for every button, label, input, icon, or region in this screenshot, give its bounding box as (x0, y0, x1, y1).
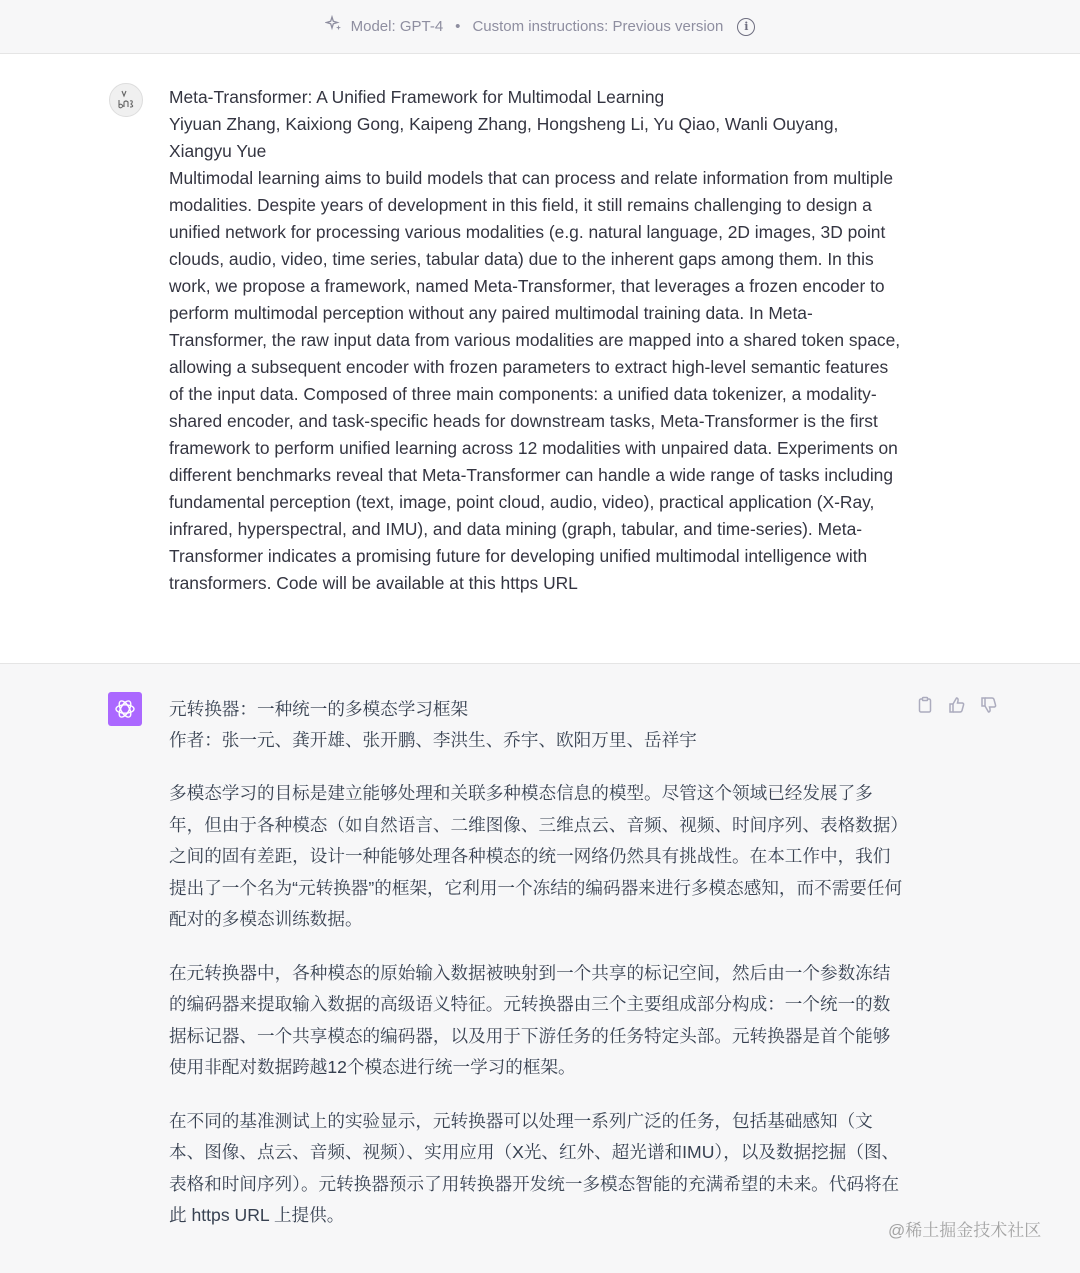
chatgpt-logo-icon (108, 692, 142, 726)
custom-instructions-label: Custom instructions: Previous version (472, 18, 724, 35)
paper-abstract: Multimodal learning aims to build models that can process and relate information from multiple modalities. Despite years of development in this field, it still remains challenging to design a unified network for processing various modalities (e.g. natural language, 2D images, 3D point clouds, audio, video, time series, tabular data) due to the inherent gaps among them. In this work, we propose a framework, named Meta-Transformer, that leverages a frozen encoder to perform multimodal perception without any paired multimodal training data. In Meta-Transformer, the raw input data from various modalities are mapped into a shared token space, allowing a subsequent encoder with frozen parameters to extract high-level semantic features of the input data. Composed of three main components: a unified data tokenizer, a modality-shared encoder, and task-specific heads for downstream tasks, Meta-Transformer is the first framework to perform unified learning across 12 modalities with unpaired data. Experiments on different benchmarks reveal that Meta-Transformer can handle a wide range of tasks including fundamental perception (text, image, point cloud, audio, video), practical application (X-Ray, infrared, hyperspectral, and IMU), and data mining (graph, tabular, and time-series). Meta-Transformer indicates a promising future for developing unified multimodal intelligence with transformers. Code will be available at this https URL (169, 168, 901, 593)
info-icon[interactable]: i (737, 18, 755, 36)
paper-title: Meta-Transformer: A Unified Framework for Multimodal Learning (169, 87, 665, 107)
translated-paragraph: 在元转换器中，各种模态的原始输入数据被映射到一个共享的标记空间，然后由一个参数冻结的编码器来提取输入数据的高级语义特征。元转换器由三个主要组成部分构成：一个统一的数据标记器、一个共享模态的编码器，以及用于下游任务的任务特定头部。元转换器是首个能够使用非配对数据跨越12个模态进行统一学习的框架。 (169, 962, 891, 1077)
user-message (0, 54, 1080, 664)
model-label: Model: GPT-4 (350, 18, 444, 35)
translated-authors: 作者：张一元、龚开雄、张开鹏、李洪生、乔宇、欧阳万里、岳祥宇 (169, 730, 697, 750)
assistant-message (0, 664, 1080, 1273)
translated-paragraph: 在不同的基准测试上的实验显示，元转换器可以处理一系列广泛的任务，包括基础感知（文本、图像、点云、音频、视频）、实用应用（X光、红外、超光谱和IMU），以及数据挖掘（图、表格和时间序列）。元转换器预示了用转换器开发统一多模态智能的充满希望的未来。代码将在此 https URL 上提供。 (169, 1110, 900, 1225)
model-info-bar (0, 0, 1080, 54)
watermark-text: @稀土掘金技术社区 (888, 1221, 1042, 1240)
copy-icon[interactable] (916, 696, 934, 714)
translated-paragraph: 多模态学习的目标是建立能够处理和关联多种模态信息的模型。尽管这个领域已经发展了多年，但由于各种模态（如自然语言、二维图像、三维点云、音频、视频、时间序列、表格数据）之间的固有差距，设计一种能够处理各种模态的统一网络仍然具有挑战性。在本工作中，我们提出了一个名为“元转换器”的框架，它利用一个冻结的编码器来进行多模态感知，而不需要任何配对的多模态训练数据。 (169, 783, 903, 929)
message-actions (916, 696, 998, 714)
assistant-message-content (169, 694, 904, 1254)
paper-authors: Yiyuan Zhang, Kaixiong Gong, Kaipeng Zhang, Hongsheng Li, Yu Qiao, Wanli Ouyang, Xiangyu Yue (169, 114, 839, 161)
user-avatar (109, 83, 143, 117)
thumbs-down-icon[interactable] (980, 696, 998, 714)
thumbs-up-icon[interactable] (948, 696, 966, 714)
sparkle-icon (325, 15, 343, 38)
translated-title: 元转换器：一种统一的多模态学习框架 (169, 699, 469, 719)
watermark (888, 1216, 1041, 1241)
separator: • (455, 18, 461, 35)
user-message-content (169, 84, 904, 597)
